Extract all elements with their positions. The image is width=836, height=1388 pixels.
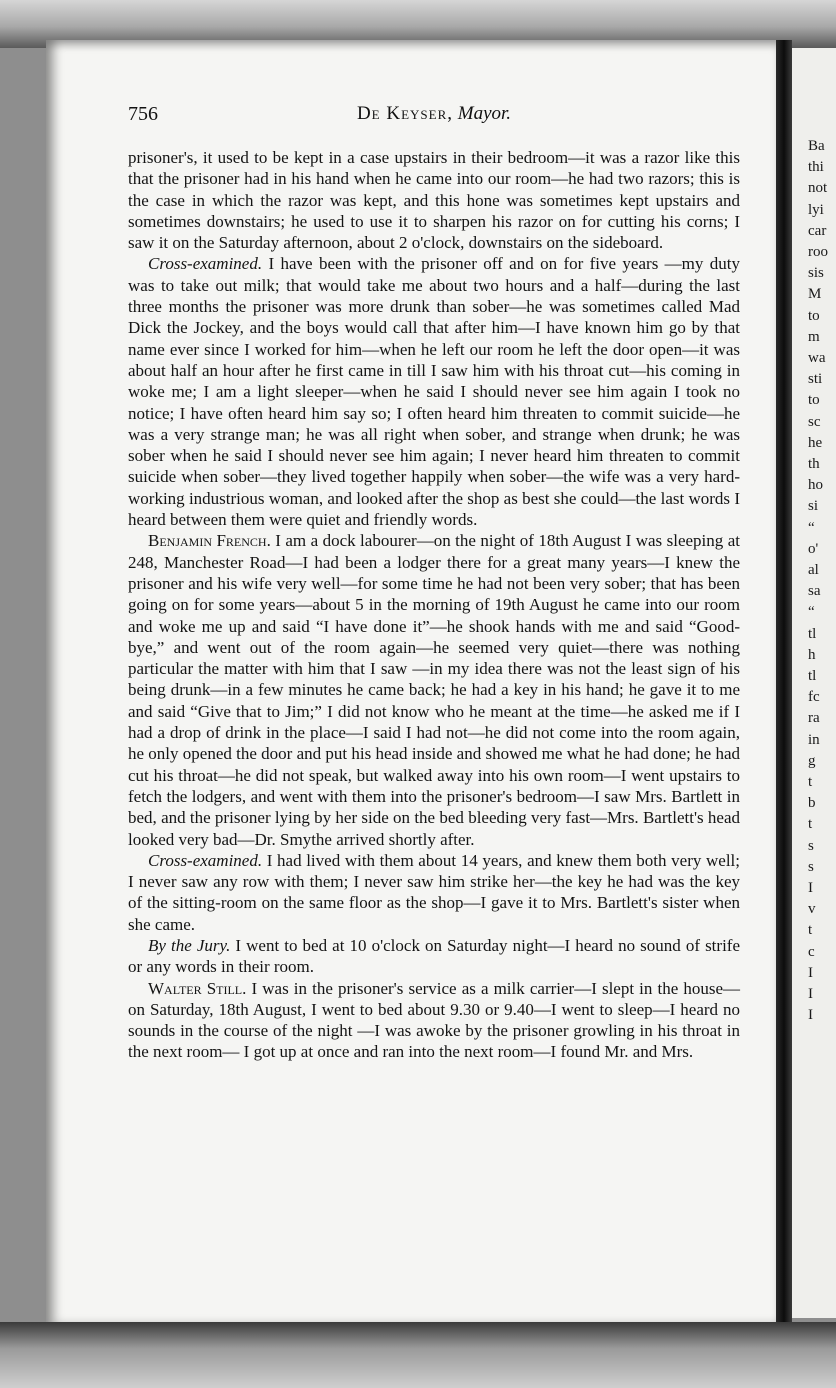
paragraph-4 <box>128 850 740 935</box>
facing-page-fragment: I <box>808 1007 813 1024</box>
paragraph-2-text: I have been with the prisoner off and on for five years —my duty was to take out milk; that would take me about two hours and a half—during the last three months the prisoner was more drunk than sober—he was sometimes called Mad Dick the Jockey, and the boys would call that after him—I have known him go by that name ever since I worked for him—when he left our room he left the door open—it was about half an hour after he first came in till I saw him with his throat cut—his coming in woke me; I am a light sleeper—when he said I should never see him again I took no notice; I have often heard him say so; I often heard him threaten to commit suicide—he was a very strange man; he was all right when sober, and strange when drunk; he was sober when he said I should never see him again; I never heard him threaten to commit suicide when sober—they lived together happily when sober—the wife was a very hard-working industrious woman, and looked after the shop as best she could—the last words I heard between them were quiet and friendly words. <box>128 254 740 530</box>
paragraph-5-text: I went to bed at 10 o'clock on Saturday night—I heard no sound of strife or any words in their room. <box>128 935 740 977</box>
paragraph-3-lead: Benjamin French. <box>148 531 271 551</box>
facing-page-fragment: to <box>808 392 820 409</box>
facing-page-fragment: fc <box>808 689 820 706</box>
book-gutter <box>776 40 792 1340</box>
running-title-role: Mayor. <box>457 103 512 124</box>
scan-bottom-edge <box>0 1322 836 1388</box>
facing-page-fragment: roo <box>808 244 828 260</box>
paragraph-1 <box>128 147 740 253</box>
facing-page-fragment: s <box>808 858 814 875</box>
facing-page-fragment: sti <box>808 371 823 388</box>
facing-page-fragment: tl <box>808 668 817 684</box>
paragraph-5 <box>128 935 740 978</box>
facing-page-fragment: m <box>808 328 820 345</box>
facing-page-fragment: I <box>808 986 813 1002</box>
facing-page-fragment: sis <box>808 265 824 282</box>
facing-page-fragment: not <box>808 180 828 197</box>
facing-page-fragment: v <box>808 901 816 918</box>
paragraph-4-lead: Cross-examined. <box>148 850 263 870</box>
facing-page-fragment: b <box>808 795 816 812</box>
page-number: 756 <box>128 103 158 125</box>
running-title <box>128 103 740 125</box>
facing-page-fragment: o' <box>808 540 819 557</box>
paragraph-3 <box>128 530 740 849</box>
facing-page-fragment: t <box>808 816 813 833</box>
facing-page-fragment: in <box>808 731 820 748</box>
facing-page-fragment: c <box>808 943 815 960</box>
facing-page-fragment: lyi <box>808 201 824 218</box>
facing-page-fragment: s <box>808 837 814 854</box>
paragraph-6 <box>128 978 740 1063</box>
paragraph-2-lead: Cross-examined. <box>148 254 263 274</box>
paragraph-3-text: I am a dock labourer—on the night of 18th August I was sleeping at 248, Manchester Road—I had been a lodger there for a great many years—I knew the prisoner and his wife very well—for some time he had not been very sober; that has been going on for some years—about 5 in the morning of 19th August he came into our room and woke me up and said “I have done it”—he shook hands with me and said “Good-bye,” and went out of the room again—he seemed very quiet—there was nothing particular the matter with him that I saw —in my idea there was not the least sign of his being drunk—in a few minutes he came back; he had a key in his hand; he gave it to me and said “Give that to Jim;” I did not know who he meant at the time—he asked me if I had a drop of drink in the place—I said I had not—he did not come into the room again, he only opened the door and put his head inside and showed me what he had done; he had cut his throat—he did not speak, but walked away into his own room—I went upstairs to fetch the lodgers, and went with them into the prisoner's bedroom—I saw Mrs. Bartlett in bed, and the prisoner lying by her side on the bed bleeding very fast—Mrs. Bartlett's head looked very bad—Dr. Smythe arrived shortly after. <box>128 531 740 849</box>
facing-page-fragment: thi <box>808 159 824 176</box>
facing-page-fragment: t <box>808 774 813 790</box>
facing-page-fragment: wa <box>808 350 826 366</box>
paragraph-1-text: prisoner's, it used to be kept in a case upstairs in their bedroom—it was a razor like this that the prisoner had in his hand when he came into our room—he had two razors; this is the case in which the razor was kept, and this hone was sometimes kept upstairs and sometimes downstairs; he used to use it to sharpen his razor on for cutting his corns; I saw it on the Saturday afternoon, about 2 o'clock, downstairs on the sideboard. <box>128 148 740 253</box>
facing-page-fragment: g <box>808 752 816 769</box>
facing-page-fragment: he <box>808 434 823 451</box>
facing-page-fragment: si <box>808 498 819 515</box>
facing-page-fragment: I <box>808 880 813 896</box>
testimony-text <box>128 147 740 1063</box>
facing-page-fragment: Ba <box>808 138 825 154</box>
facing-page-fragment: to <box>808 307 820 324</box>
facing-page-fragment: “ <box>808 519 815 536</box>
facing-page-fragment: sc <box>808 413 821 430</box>
facing-page-fragment: ra <box>808 710 820 727</box>
paragraph-4-text: I had lived with them about 14 years, and knew them both very well; I never saw any row with them; I never saw him strike her—the key he had was the key of the sitting-room on the same floor as the shop—I gave it to Mrs. Bartlett's sister when she came. <box>128 850 740 934</box>
facing-page-fragment: I <box>808 964 813 981</box>
facing-page-fragment: al <box>808 562 819 578</box>
paragraph-2 <box>128 253 740 530</box>
facing-page-edge <box>792 48 836 1318</box>
running-header <box>128 103 740 127</box>
facing-page-fragment: car <box>808 222 827 239</box>
facing-page-fragment: h <box>808 646 816 663</box>
facing-page-fragment: ho <box>808 477 823 494</box>
facing-page-fragment: tl <box>808 625 817 642</box>
facing-page-fragment: “ <box>808 604 815 621</box>
facing-page-fragment: t <box>808 922 813 939</box>
facing-page-fragment: sa <box>808 583 821 600</box>
facing-page-fragment: th <box>808 456 820 472</box>
running-title-name: De Keyser, <box>356 103 453 124</box>
paragraph-6-lead: Walter Still. <box>148 978 247 998</box>
facing-page-fragment: M <box>808 286 822 303</box>
paragraph-5-lead: By the Jury. <box>148 935 231 955</box>
paragraph-6-text: I was in the prisoner's service as a milk carrier—I slept in the house—on Saturday, 18th August, I went to bed about 9.30 or 9.40—I went to sleep—I heard no sounds in the course of the night —I was awoke by the prisoner growling in his throat in the next room— I got up at once and ran into the next room—I found Mr. and Mrs. <box>128 978 741 1062</box>
